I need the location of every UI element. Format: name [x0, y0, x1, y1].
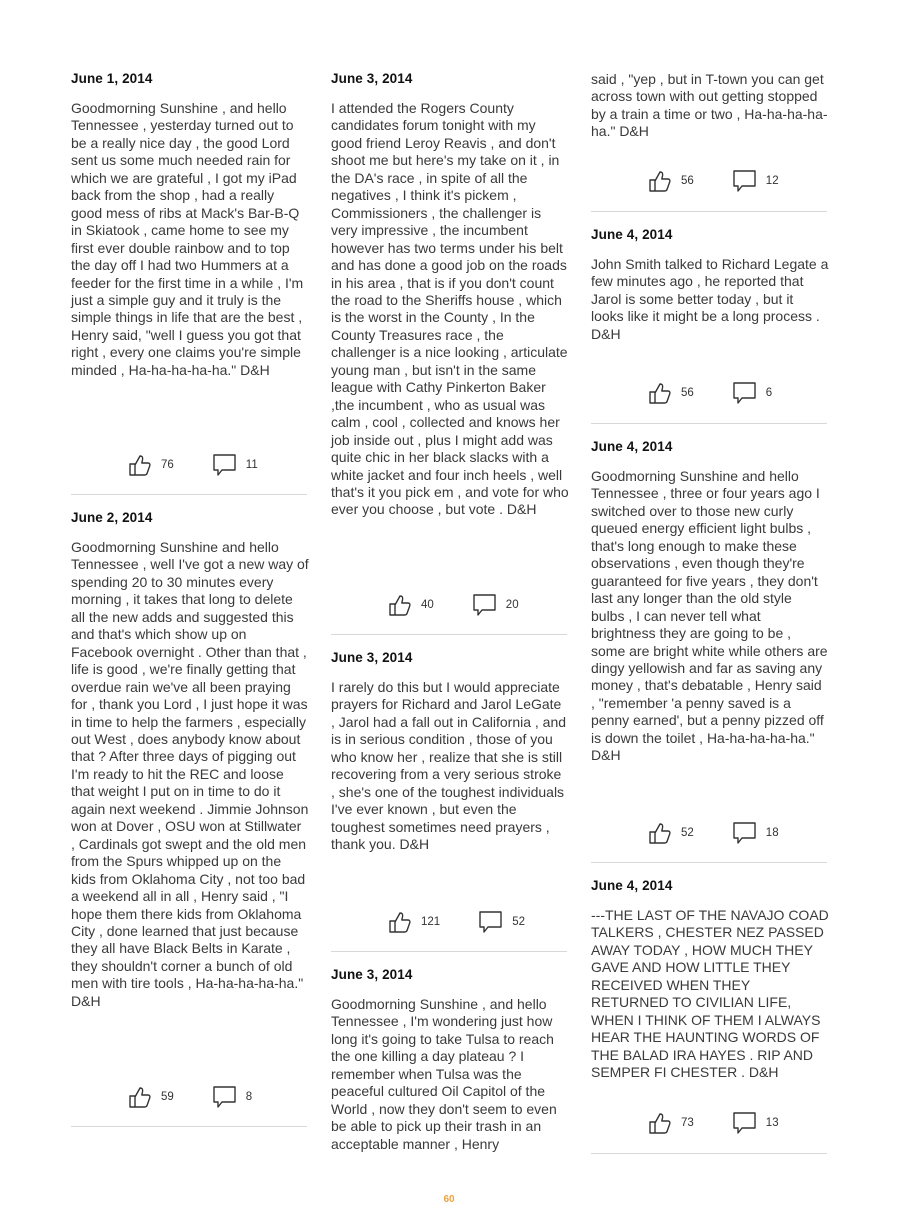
post-date: June 3, 2014 — [331, 967, 413, 982]
like-count: 76 — [161, 459, 174, 471]
like-button[interactable] — [647, 820, 694, 846]
page-number: 60 — [443, 1194, 455, 1205]
like-count: 40 — [421, 599, 434, 611]
comment-count: 52 — [512, 916, 525, 928]
post-date: June 4, 2014 — [591, 227, 673, 242]
post-actions — [127, 1082, 252, 1112]
comment-count: 18 — [765, 827, 779, 839]
comment-count: 12 — [765, 175, 779, 187]
divider — [331, 951, 567, 952]
post-date: June 3, 2014 — [331, 650, 413, 665]
post-body: John Smith talked to Richard Legate a few minutes ago , he reported that Jarol is some better today , but it looks like it might be a long process . D&H — [591, 256, 829, 342]
thumbs-up-icon — [387, 909, 413, 935]
like-count: 121 — [421, 916, 441, 928]
post-date: June 1, 2014 — [71, 71, 153, 86]
like-count: 56 — [681, 387, 694, 399]
post — [591, 438, 829, 765]
post-actions — [647, 1108, 779, 1138]
comment-button[interactable] — [732, 380, 772, 406]
divider — [591, 1153, 827, 1154]
like-count: 59 — [161, 1091, 174, 1103]
thumbs-up-icon — [647, 820, 673, 846]
like-button[interactable] — [387, 909, 440, 935]
comment-count: 8 — [245, 1091, 253, 1103]
divider — [591, 862, 827, 863]
post — [71, 70, 309, 379]
post-body: Goodmorning Sunshine and hello Tennessee , three or four years ago I switched over to those new curly queued energy efficient light bulbs , that's long enough to make these observations , even though they're guaranteed for five years , they don't last any longer than the old style bulbs , I can never tell what brightness they are going to be , some are bright white while others are dingy yellowish and far as saving any money , that's debatable , Henry said , "remember 'a penny saved is a penny earned', but a penny pizzed off is down the toilet , Ha-ha-ha-ha-ha." D&H — [591, 468, 828, 764]
comment-count: 13 — [765, 1117, 779, 1129]
post-actions — [647, 818, 779, 848]
post-date: June 4, 2014 — [591, 878, 673, 893]
post-actions — [127, 450, 258, 480]
comment-count: 20 — [505, 599, 519, 611]
comment-button[interactable] — [732, 168, 779, 194]
post-actions — [387, 590, 519, 620]
divider — [591, 211, 827, 212]
divider — [71, 494, 307, 495]
post-body: said , "yep , but in T-town you can get across town with out getting stopped by a train a time or two , Ha-ha-ha-ha-ha." D&H — [591, 71, 828, 140]
speech-bubble-icon — [732, 380, 758, 406]
like-button[interactable] — [647, 168, 694, 194]
post — [331, 966, 569, 1153]
post-date: June 2, 2014 — [71, 510, 153, 525]
comment-button[interactable] — [732, 1110, 779, 1136]
post-actions — [647, 378, 772, 408]
post-date: June 3, 2014 — [331, 71, 413, 86]
post-continuation — [591, 59, 829, 141]
speech-bubble-icon — [212, 452, 238, 478]
post — [331, 70, 569, 519]
comment-count: 6 — [765, 387, 773, 399]
divider — [71, 1126, 307, 1127]
thumbs-up-icon — [127, 1084, 153, 1110]
speech-bubble-icon — [212, 1084, 238, 1110]
comment-count: 11 — [245, 459, 258, 471]
speech-bubble-icon — [732, 820, 758, 846]
post — [591, 877, 829, 1082]
comment-button[interactable] — [478, 909, 525, 935]
post-body: Goodmorning Sunshine , and hello Tennessee , yesterday turned out to be a really nice day , the good Lord sent us some much needed rain for which we are grateful , I got my iPad back from the shop , had a really good mess of ribs at Mack's Bar-B-Q in Skiatook , came home to see my first ever double rainbow and to top the day off I had two Hummers at a feeder for the first time in a while , I'm just a simple guy and it truly is the simple things in life that are the best , Henry said, "well I guess you got that right , every one claims you're simple minded , Ha-ha-ha-ha-ha." D&H — [71, 100, 304, 378]
post-body: I attended the Rogers County candidates forum tonight with my good friend Leroy Reavis , and don't shoot me but here's my take on it , in the DA's race , in spite of all the negatives , I think it's pickem , Commissioners , the challenger is very impressive , the incumbent however has two terms under his belt and has done a good job on the roads in his area , that is if you don't count the road to the Sheriffs house , which is the worst in the County , In the County Treasures race , the challenger is a nice looking , articulate young man , but isn't in the same league with Cathy Pinkerton Baker ,the incumbent , who as usual was calm , cool , collected and knows her job inside out , plus I might add was quite chic in her black slacks with a white jacket and four inch heels , well that's it you pick em , and vote for who ever you choose , but vote . D&H — [331, 100, 569, 518]
speech-bubble-icon — [478, 909, 504, 935]
thumbs-up-icon — [387, 592, 413, 618]
post — [331, 649, 569, 854]
post — [71, 509, 309, 1010]
speech-bubble-icon — [732, 168, 758, 194]
post — [591, 226, 829, 343]
post-body: ---THE LAST OF THE NAVAJO COAD TALKERS , CHESTER NEZ PASSED AWAY TODAY , HOW MUCH THEY GAVE AND HOW LITTLE THEY RECEIVED WHEN THEY RETURNED TO CIVILIAN LIFE, WHEN I THINK OF THEM I ALWAYS HEAR THE HAUNTING WORDS OF THE BALAD IRA HAYES . RIP AND SEMPER FI CHESTER . D&H — [591, 907, 829, 1081]
like-button[interactable] — [387, 592, 434, 618]
like-count: 52 — [681, 827, 694, 839]
thumbs-up-icon — [127, 452, 153, 478]
speech-bubble-icon — [472, 592, 498, 618]
comment-button[interactable] — [472, 592, 519, 618]
comment-button[interactable] — [212, 1084, 252, 1110]
like-count: 56 — [681, 175, 694, 187]
like-button[interactable] — [127, 1084, 174, 1110]
like-button[interactable] — [647, 1110, 694, 1136]
speech-bubble-icon — [732, 1110, 758, 1136]
thumbs-up-icon — [647, 1110, 673, 1136]
like-button[interactable] — [127, 452, 174, 478]
post-body: I rarely do this but I would appreciate prayers for Richard and Jarol LeGate , Jarol had a fall out in California , and is in serious condition , those of you who know her , realize that she is still recovering from a very serious stroke , she's one of the toughest individuals I've ever known , but even the toughest sometimes need prayers , thank you. D&H — [331, 679, 567, 853]
like-count: 73 — [681, 1117, 694, 1129]
thumbs-up-icon — [647, 168, 673, 194]
comment-button[interactable] — [732, 820, 779, 846]
post-actions — [387, 907, 525, 937]
post-body: Goodmorning Sunshine and hello Tennessee , well I've got a new way of spending 20 to 30 minutes every morning , it takes that long to delete all the new adds and suggested this and that's which show up on Facebook overnight . Other than that , life is good , we're finally getting that overdue rain we've all been praying for , thank you Lord , I just hope it was in time to help the farmers , especially out West , does anybody know about that ? After three days of pigging out I'm ready to hit the REC and loose that weight I put on in time to do it again next weekend . Jimmie Johnson won at Dover , OSU won at Stillwater , Cardinals got swept and the old men from the Spurs whipped up on the kids from Oklahoma City , not too bad a weekend all in all , Henry said , "I hope them there kids from Oklahoma City , done learned that just because they all have Black Belts in Karate , they shouldn't corner a bunch of old men with tire tools , Ha-ha-ha-ha-ha." D&H — [71, 539, 309, 1009]
thumbs-up-icon — [647, 380, 673, 406]
post-date: June 4, 2014 — [591, 439, 673, 454]
divider — [331, 634, 567, 635]
divider — [591, 423, 827, 424]
post-body: Goodmorning Sunshine , and hello Tennessee , I'm wondering just how long it's going to take Tulsa to reach the one killing a day plateau ? I remember when Tulsa was the peaceful cultured Oil Capitol of the World , now they don't seem to even be able to pick up their trash in an acceptable manner , Henry — [331, 996, 557, 1152]
post-actions — [647, 166, 779, 196]
like-button[interactable] — [647, 380, 694, 406]
comment-button[interactable] — [212, 452, 258, 478]
